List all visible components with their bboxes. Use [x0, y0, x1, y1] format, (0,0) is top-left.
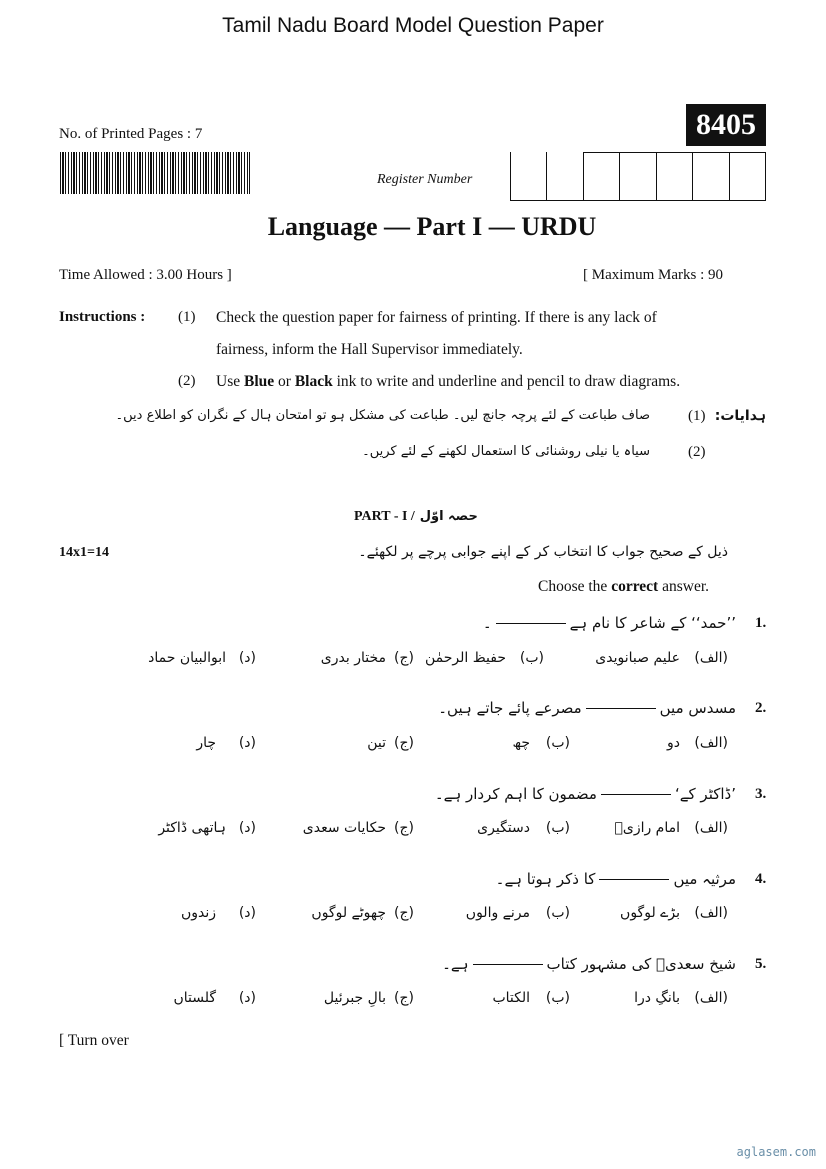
option-text: مرنے والوں: [465, 905, 530, 921]
page-header: Tamil Nadu Board Model Question Paper: [222, 14, 604, 37]
register-cell[interactable]: [583, 152, 584, 200]
option-text: علیم صبانویدی: [595, 650, 680, 666]
option-label: (الف): [694, 735, 728, 751]
option-label: (ب): [545, 820, 570, 836]
register-cell[interactable]: [765, 152, 766, 200]
black-ink-label: Black: [294, 373, 333, 390]
urdu-instruction-text: سیاہ یا نیلی روشنائی کا استعمال لکھنے کے لئے کریں۔: [362, 444, 650, 459]
question-number: 4.: [755, 871, 767, 887]
question-text-part: مضمون کا اہم کردار ہے۔: [434, 785, 597, 803]
option-label: (ب): [519, 650, 544, 666]
question-number: 1.: [755, 615, 767, 631]
option-text: زندوں: [180, 905, 216, 921]
question-text-part: شیخ سعدیؒ کی مشہور کتاب: [546, 955, 736, 973]
option-label: (د): [238, 820, 256, 836]
section-heading-ur: حصہ اوّل: [419, 509, 478, 524]
urdu-instruction-number: (2): [688, 444, 706, 460]
option-label: (د): [238, 990, 256, 1006]
max-marks: [ Maximum Marks : 90: [583, 267, 723, 283]
instruction-number: (2): [178, 373, 196, 389]
option-label: (الف): [694, 905, 728, 921]
register-cell[interactable]: [729, 152, 730, 200]
question-number: 5.: [755, 956, 767, 972]
blue-ink-label: Blue: [243, 373, 275, 390]
option-text: ابوالبیان حماد: [148, 650, 226, 666]
question-number: 3.: [755, 786, 767, 802]
question-text-part: ’ڈاکٹر کے‘: [674, 785, 736, 803]
answer-blank: [601, 794, 671, 795]
option-text: دستگیری: [477, 820, 530, 836]
time-allowed: Time Allowed : 3.00 Hours ]: [59, 267, 232, 283]
paper-title: Language — Part I — URDU: [267, 212, 597, 241]
question-text: [435, 785, 736, 803]
question-text-part: کا ذکر ہوتا ہے۔: [495, 870, 596, 888]
option-label: (ج): [394, 820, 414, 836]
option-text: چھ: [512, 735, 530, 751]
printed-pages: No. of Printed Pages : 7: [59, 126, 203, 142]
option-text: بڑے لوگوں: [620, 905, 680, 921]
answer-blank: [496, 623, 566, 624]
question-text-part: ’’حمد‘‘ کے شاعر کا نام ہے: [569, 614, 736, 632]
option-text: حفیظ الرحمٰن: [425, 650, 506, 666]
option-text: امام رازیؒ: [614, 820, 680, 836]
option-text: دو: [667, 735, 680, 751]
question-text: [496, 870, 736, 888]
question-text-part: مسدس میں: [659, 699, 736, 717]
option-label: (د): [238, 735, 256, 751]
register-cell[interactable]: [619, 152, 620, 200]
urdu-instruction-number: (1): [688, 408, 706, 424]
register-cell[interactable]: [510, 152, 511, 200]
instruction-text-part: Use: [216, 373, 244, 390]
turn-over: [ Turn over: [59, 1032, 129, 1049]
option-label: (د): [238, 905, 256, 921]
option-label: (الف): [694, 820, 728, 836]
option-label: (ج): [394, 735, 414, 751]
instruction-text-part: or: [274, 373, 295, 390]
answer-blank: [599, 879, 669, 880]
section-marks: 14x1=14: [59, 545, 109, 560]
question-number: 2.: [755, 700, 767, 716]
option-text: چھوٹے لوگوں: [311, 905, 386, 921]
section-instruction-en: [538, 578, 709, 596]
instruction-text: Check the question paper for fairness of printing. If there is any lack of: [216, 309, 657, 326]
option-text: مختار بدری: [320, 650, 386, 666]
instructions-label: Instructions :: [59, 309, 146, 325]
answer-blank: [473, 964, 543, 965]
question-text: [442, 955, 736, 973]
instruction-part: answer.: [658, 578, 710, 595]
barcode: [60, 152, 250, 194]
instruction-text-part: ink to write and underline and pencil to draw diagrams.: [332, 373, 681, 390]
instruction-text: [216, 373, 680, 391]
question-text-part: مصرعے پائے جاتے ہیں۔: [438, 699, 582, 717]
option-text: بانگِ درا: [634, 990, 680, 1006]
option-text: الکتاب: [492, 990, 530, 1006]
answer-blank: [586, 708, 656, 709]
register-box-bottom: [510, 200, 766, 201]
option-label: (ج): [394, 650, 414, 666]
option-label: (ب): [545, 905, 570, 921]
watermark: aglasem.com: [736, 1145, 816, 1159]
register-cell[interactable]: [656, 152, 657, 200]
option-text: ہاتھی ڈاکٹر: [158, 820, 226, 836]
option-label: (ج): [394, 905, 414, 921]
option-label: (ج): [394, 990, 414, 1006]
option-label: (ب): [545, 735, 570, 751]
instruction-emphasis: correct: [611, 578, 659, 595]
section-heading-en: PART - I /: [354, 509, 415, 524]
question-text-part: ہے۔: [442, 955, 469, 973]
option-text: گلستاں: [173, 990, 216, 1006]
instruction-number: (1): [178, 309, 196, 325]
register-number-label: Register Number: [377, 172, 473, 187]
section-heading: [354, 508, 478, 525]
paper-code: 8405: [686, 104, 766, 146]
urdu-instruction-text: صاف طباعت کے لئے پرچہ جانچ لیں۔ طباعت کی مشکل ہو تو امتحان ہال کے نگران کو اطلاع دیں۔: [115, 408, 650, 423]
question-text-part: مرثیہ میں: [673, 870, 736, 888]
instruction-text: fairness, inform the Hall Supervisor immediately.: [216, 341, 523, 358]
option-label: (الف): [694, 990, 728, 1006]
question-text-part: ۔: [482, 614, 492, 632]
register-cell[interactable]: [692, 152, 693, 200]
question-text: [438, 699, 736, 717]
option-text: بالِ جبرئیل: [323, 990, 386, 1006]
question-text: [483, 614, 736, 632]
option-label: (الف): [694, 650, 728, 666]
option-label: (د): [238, 650, 256, 666]
option-text: تین: [367, 735, 386, 751]
section-instruction-urdu: ذیل کے صحیح جواب کا انتخاب کر کے اپنے جوابی پرچے پر لکھئے۔: [358, 544, 728, 560]
register-box-top: [583, 152, 766, 153]
option-text: چار: [196, 735, 216, 751]
option-text: حکایات سعدی: [302, 820, 386, 836]
instruction-part: Choose the: [538, 578, 612, 595]
option-label: (ب): [545, 990, 570, 1006]
register-cell[interactable]: [546, 152, 547, 200]
urdu-instructions-label: ہدایات:: [714, 408, 766, 424]
